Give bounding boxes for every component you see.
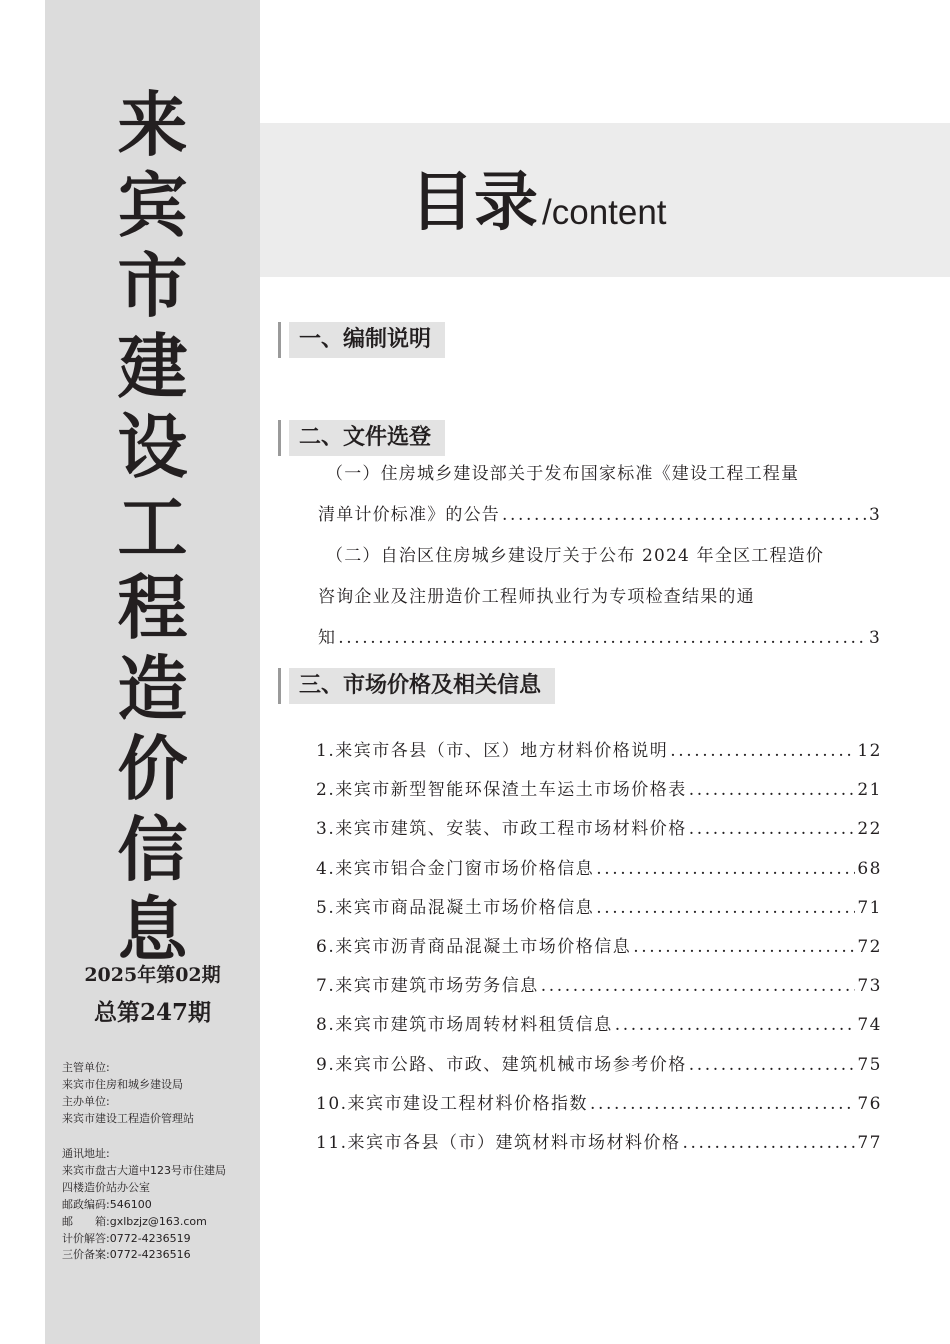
page-number: 12 — [857, 741, 882, 761]
title-char: 工 — [117, 485, 188, 569]
page-number: 22 — [857, 819, 882, 840]
dot-leader — [683, 1124, 856, 1163]
title-char: 造 — [117, 646, 188, 730]
section-marker — [278, 322, 281, 358]
toc-item[interactable] — [316, 928, 882, 967]
toc-item[interactable] — [316, 889, 882, 928]
toc-item-title: 9.来宾市公路、市政、建筑机械市场参考价格 — [316, 1054, 687, 1075]
title-char: 设 — [117, 405, 188, 488]
total-issue-number: 总第247期 — [93, 999, 211, 1026]
section-heading-3 — [278, 668, 555, 704]
dot-leader — [689, 1046, 856, 1085]
info-line: 主办单位: — [62, 1094, 110, 1108]
sidebar — [45, 0, 260, 1344]
contact-line: 通讯地址: — [62, 1147, 110, 1160]
toc-item[interactable] — [316, 732, 882, 771]
page-number: 3 — [868, 505, 881, 525]
document-entry-2[interactable] — [318, 536, 881, 659]
entry-line-with-page — [318, 618, 881, 659]
publication-title — [45, 85, 260, 971]
section-marker — [278, 420, 281, 456]
contact-line: 三价备案:0772-4236516 — [62, 1248, 191, 1262]
section-label: 一、编制说明 — [289, 322, 445, 358]
toc-item-title: 2.来宾市新型智能环保渣土车运土市场价格表 — [316, 780, 687, 801]
info-line: 来宾市建设工程造价管理站 — [62, 1111, 194, 1125]
dot-leader — [670, 732, 855, 771]
title-char: 价 — [117, 727, 188, 810]
title-char: 息 — [117, 888, 188, 971]
contact-line: 来宾市盘古大道中123号市住建局 — [62, 1163, 226, 1177]
toc-item-title: 3.来宾市建筑、安装、市政工程市场材料价格 — [316, 819, 687, 840]
contact-info — [62, 1146, 257, 1264]
page-number: 21 — [857, 780, 882, 801]
contact-line: 计价解答:0772-4236519 — [62, 1231, 191, 1245]
section-label: 三、市场价格及相关信息 — [289, 668, 555, 704]
toc-item-title: 8.来宾市建筑市场周转材料租赁信息 — [316, 1015, 613, 1036]
section-heading-2 — [278, 420, 445, 456]
dot-leader — [633, 928, 855, 967]
page-number: 76 — [857, 1093, 882, 1114]
section-marker — [278, 668, 281, 704]
title-char: 来 — [117, 83, 188, 166]
page-number: 72 — [857, 936, 882, 957]
issue-number: 2025年第02期 — [84, 964, 221, 986]
toc-item[interactable] — [316, 1085, 882, 1124]
page-number: 68 — [857, 858, 882, 879]
page-number: 75 — [857, 1054, 882, 1075]
page-number: 3 — [868, 628, 881, 648]
page-title-zh: 目录 — [410, 165, 538, 240]
dot-leader — [502, 495, 867, 536]
dot-leader — [689, 810, 856, 849]
title-char: 建 — [117, 324, 188, 408]
page-title — [410, 163, 667, 253]
toc-item-title: 1.来宾市各县（市、区）地方材料价格说明 — [316, 741, 669, 761]
toc-item-title: 6.来宾市沥青商品混凝土市场价格信息 — [316, 936, 632, 957]
toc-item[interactable] — [316, 967, 882, 1006]
page-title-en: /content — [542, 193, 667, 232]
page-number: 77 — [857, 1132, 882, 1153]
contact-line: 邮政编码:546100 — [62, 1197, 152, 1211]
page-number: 73 — [857, 976, 882, 997]
contact-line: 邮 箱:gxlbzjz@163.com — [62, 1214, 207, 1228]
title-char: 信 — [117, 807, 188, 891]
toc-item[interactable] — [316, 810, 882, 849]
dot-leader — [596, 850, 855, 889]
entry-line-with-page — [318, 495, 881, 536]
info-line: 主管单位: — [62, 1061, 110, 1074]
title-char: 宾 — [117, 163, 188, 247]
dot-leader — [596, 889, 855, 928]
info-line: 来宾市住房和城乡建设局 — [62, 1077, 183, 1091]
publisher-info — [62, 1060, 257, 1128]
toc-item-title: 4.来宾市铝合金门窗市场价格信息 — [316, 858, 595, 879]
dot-leader — [615, 1006, 856, 1045]
toc-item[interactable] — [316, 1006, 882, 1045]
dot-leader — [541, 967, 856, 1006]
section-label: 二、文件选登 — [289, 420, 445, 456]
toc-item[interactable] — [316, 850, 882, 889]
title-char: 程 — [117, 566, 188, 649]
toc-item-title: 7.来宾市建筑市场劳务信息 — [316, 976, 539, 997]
entry-line: （二）自治区住房城乡建设厅关于公布 2024 年全区工程造价 — [326, 546, 825, 566]
toc-list — [316, 732, 882, 1163]
document-entry-1[interactable] — [318, 454, 881, 536]
toc-item-title: 5.来宾市商品混凝土市场价格信息 — [316, 897, 595, 918]
dot-leader — [590, 1085, 855, 1124]
title-char: 市 — [117, 244, 188, 327]
entry-line: 知 — [318, 628, 337, 648]
toc-item[interactable] — [316, 1124, 882, 1163]
entry-line: 清单计价标准》的公告 — [318, 505, 500, 525]
dot-leader — [338, 618, 867, 659]
entry-line: 咨询企业及注册造价工程师执业行为专项检查结果的通 — [318, 587, 755, 607]
toc-item[interactable] — [316, 771, 882, 810]
page-number: 74 — [857, 1015, 882, 1036]
contact-line: 四楼造价站办公室 — [62, 1180, 150, 1194]
entry-line: （一）住房城乡建设部关于发布国家标准《建设工程工程量 — [326, 464, 800, 484]
section-heading-1 — [278, 322, 445, 358]
toc-item[interactable] — [316, 1046, 882, 1085]
toc-item-title: 11.来宾市各县（市）建筑材料市场材料价格 — [316, 1132, 681, 1153]
contents-banner — [260, 123, 950, 277]
dot-leader — [689, 771, 856, 810]
page-number: 71 — [857, 897, 882, 918]
toc-item-title: 10.来宾市建设工程材料价格指数 — [316, 1093, 589, 1114]
